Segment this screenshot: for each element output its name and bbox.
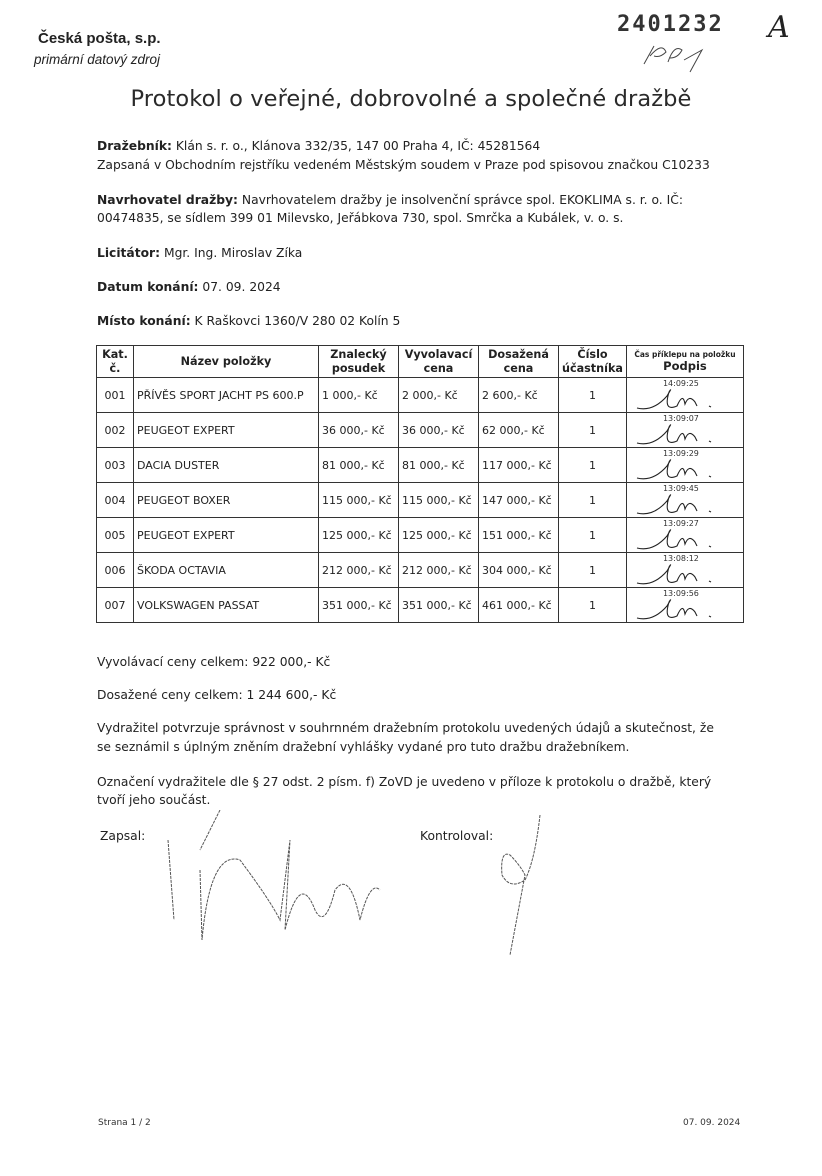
cell-achieved-price: 117 000,- Kč xyxy=(479,448,559,483)
cell-achieved-price: 304 000,- Kč xyxy=(479,553,559,588)
hammer-time: 13:08:12 xyxy=(662,554,699,563)
table-row xyxy=(97,553,744,588)
cell-starting-price: 125 000,- Kč xyxy=(399,518,479,553)
proposer-address: 00474835, se sídlem 399 01 Milevsko, Jeřábkova 730, spol. Smrčka a Kubálek, v. o. s. xyxy=(97,211,624,225)
header-achieved-price: Dosažená cena xyxy=(479,346,559,378)
cell-signature xyxy=(626,413,743,448)
cell-item-name: VOLKSWAGEN PASSAT xyxy=(134,588,319,623)
starting-total: Vyvolávací ceny celkem: 922 000,- Kč xyxy=(97,655,331,669)
signature-scribble xyxy=(633,522,733,554)
cell-kat: 006 xyxy=(97,553,134,588)
cell-achieved-price: 2 600,- Kč xyxy=(479,378,559,413)
cell-item-name: DACIA DUSTER xyxy=(134,448,319,483)
cell-signature xyxy=(626,518,743,553)
cell-kat: 003 xyxy=(97,448,134,483)
header-signature: Čas příklepu na položku Podpis xyxy=(626,346,743,378)
cell-kat: 005 xyxy=(97,518,134,553)
recorded-by-label: Zapsal: xyxy=(100,829,146,843)
table-row xyxy=(97,448,744,483)
hammer-time: 13:09:27 xyxy=(662,519,699,528)
page-number: Strana 1 / 2 xyxy=(98,1118,151,1128)
cell-achieved-price: 62 000,- Kč xyxy=(479,413,559,448)
recorded-by-signature xyxy=(160,810,400,950)
cell-starting-price: 36 000,- Kč xyxy=(399,413,479,448)
cell-signature xyxy=(626,378,743,413)
handwritten-initials xyxy=(640,38,720,74)
cell-appraisal: 125 000,- Kč xyxy=(319,518,399,553)
hammer-time: 13:09:07 xyxy=(662,414,699,423)
header-kat: Kat. č. xyxy=(97,346,134,378)
cell-signature xyxy=(626,448,743,483)
stamp-letter: A xyxy=(768,10,790,45)
cell-participant: 1 xyxy=(559,588,627,623)
licitator-value: Mgr. Ing. Miroslav Zíka xyxy=(163,246,303,260)
table-row xyxy=(97,483,744,518)
cell-appraisal: 1 000,- Kč xyxy=(319,378,399,413)
footer-date: 07. 09. 2024 xyxy=(683,1118,741,1128)
auctioneer-line xyxy=(97,137,540,156)
cell-participant: 1 xyxy=(559,378,627,413)
signature-scribble xyxy=(633,382,733,414)
hammer-time: 14:09:25 xyxy=(662,379,699,388)
cell-participant: 1 xyxy=(559,518,627,553)
auctioneer-label: Dražebník: xyxy=(97,139,172,153)
cell-kat: 007 xyxy=(97,588,134,623)
table-row xyxy=(97,413,744,448)
place-line xyxy=(97,312,400,331)
statement-line-2: se seznámil s úplným zněním dražební vyhlášky vydané pro tuto dražbu dražebníkem. xyxy=(97,740,630,754)
cell-appraisal: 212 000,- Kč xyxy=(319,553,399,588)
place-value: K Raškovci 1360/V 280 02 Kolín 5 xyxy=(194,314,401,328)
cell-signature xyxy=(626,483,743,518)
cell-starting-price: 115 000,- Kč xyxy=(399,483,479,518)
checked-by-signature xyxy=(480,810,560,960)
cell-achieved-price: 151 000,- Kč xyxy=(479,518,559,553)
header-appraisal: Znalecký posudek xyxy=(319,346,399,378)
cell-signature xyxy=(626,553,743,588)
date-line xyxy=(97,278,281,297)
header-starting-price: Vyvolavací cena xyxy=(399,346,479,378)
statement-line-1: Vydražitel potvrzuje správnost v souhrnném dražebním protokolu uvedených údajů a skutečnost, že xyxy=(97,721,714,735)
checked-by-label: Kontroloval: xyxy=(420,829,494,843)
cell-kat: 004 xyxy=(97,483,134,518)
cell-item-name: PEUGEOT EXPERT xyxy=(134,518,319,553)
signature-scribble xyxy=(633,557,733,589)
cell-item-name: PEUGEOT EXPERT xyxy=(134,413,319,448)
date-label: Datum konání: xyxy=(97,280,199,294)
proposer-label: Navrhovatel dražby: xyxy=(97,193,238,207)
table-row xyxy=(97,588,744,623)
cell-starting-price: 212 000,- Kč xyxy=(399,553,479,588)
cell-signature xyxy=(626,588,743,623)
cell-kat: 001 xyxy=(97,378,134,413)
header-name: Název položky xyxy=(134,346,319,378)
designation-line-1: Označení vydražitele dle § 27 odst. 2 písm. f) ZoVD je uvedeno v příloze k protokolu o dražbě, který xyxy=(97,775,712,789)
table-header-row xyxy=(97,346,744,378)
header-participant: Číslo účastníka xyxy=(559,346,627,378)
document-title: Protokol o veřejné, dobrovolné a společné dražbě xyxy=(130,86,692,112)
signature-scribble xyxy=(633,452,733,484)
cell-achieved-price: 461 000,- Kč xyxy=(479,588,559,623)
licitator-label: Licitátor: xyxy=(97,246,161,260)
table-row xyxy=(97,518,744,553)
cell-item-name: ŠKODA OCTAVIA xyxy=(134,553,319,588)
org-subtitle: primární datový zdroj xyxy=(34,52,161,67)
cell-kat: 002 xyxy=(97,413,134,448)
cell-appraisal: 351 000,- Kč xyxy=(319,588,399,623)
cell-appraisal: 81 000,- Kč xyxy=(319,448,399,483)
stamp-number: 2401232 xyxy=(617,12,724,37)
designation-line-2: tvoří jeho součást. xyxy=(97,793,211,807)
cell-item-name: PŘÍVĚS SPORT JACHT PS 600.P xyxy=(134,378,319,413)
cell-achieved-price: 147 000,- Kč xyxy=(479,483,559,518)
licitator-line xyxy=(97,244,302,263)
place-label: Místo konání: xyxy=(97,314,191,328)
cell-starting-price: 2 000,- Kč xyxy=(399,378,479,413)
auctioneer-registry: Zapsaná v Obchodním rejstříku vedeném Městským soudem v Praze pod spisovou značkou C10233 xyxy=(97,158,710,172)
auction-items-table xyxy=(96,345,744,623)
org-name: Česká pošta, s.p. xyxy=(38,30,161,47)
cell-starting-price: 351 000,- Kč xyxy=(399,588,479,623)
signature-scribble xyxy=(633,487,733,519)
cell-participant: 1 xyxy=(559,483,627,518)
hammer-time: 13:09:29 xyxy=(662,449,699,458)
hammer-time: 13:09:45 xyxy=(662,484,699,493)
hammer-time: 13:09:56 xyxy=(662,589,699,598)
signature-scribble xyxy=(633,417,733,449)
proposer-line xyxy=(97,191,683,210)
achieved-total: Dosažené ceny celkem: 1 244 600,- Kč xyxy=(97,688,337,702)
signature-scribble xyxy=(633,592,733,624)
proposer-value: Navrhovatelem dražby je insolvenční správce spol. EKOKLIMA s. r. o. IČ: xyxy=(241,193,683,207)
cell-starting-price: 81 000,- Kč xyxy=(399,448,479,483)
cell-participant: 1 xyxy=(559,553,627,588)
auctioneer-value: Klán s. r. o., Klánova 332/35, 147 00 Praha 4, IČ: 45281564 xyxy=(175,139,541,153)
cell-item-name: PEUGEOT BOXER xyxy=(134,483,319,518)
date-value: 07. 09. 2024 xyxy=(202,280,281,294)
cell-participant: 1 xyxy=(559,413,627,448)
cell-appraisal: 115 000,- Kč xyxy=(319,483,399,518)
cell-participant: 1 xyxy=(559,448,627,483)
table-row xyxy=(97,378,744,413)
cell-appraisal: 36 000,- Kč xyxy=(319,413,399,448)
